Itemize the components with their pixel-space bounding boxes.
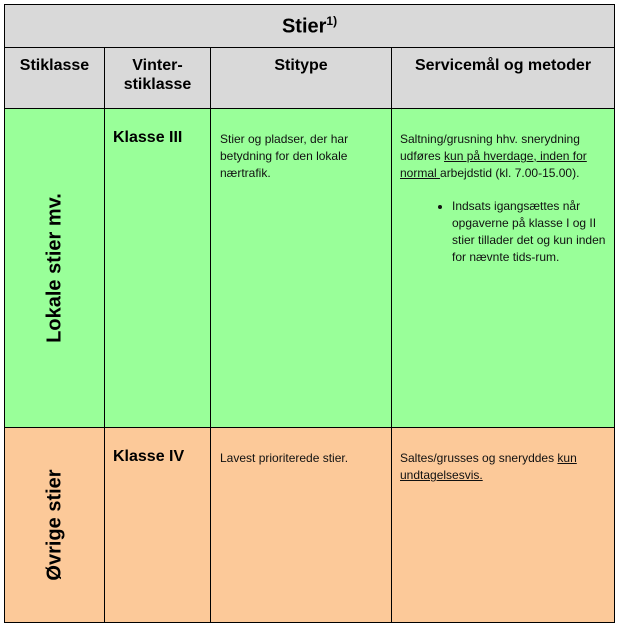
category-label: Lokale stier mv.	[43, 193, 65, 343]
type-text: Lavest prioriterede stier.	[220, 451, 349, 465]
service-cell	[392, 428, 615, 623]
header-vinterstiklasse: Vinter- stiklasse	[105, 48, 211, 109]
header-stiklasse: Stiklasse	[5, 48, 105, 109]
header-stitype: Stitype	[211, 48, 392, 109]
service-text-post: arbejdstid (kl. 7.00-15.00).	[440, 166, 580, 180]
table-title	[5, 5, 615, 48]
service-bullet-list	[400, 198, 606, 266]
table-row	[5, 109, 615, 428]
title-row	[5, 5, 615, 48]
service-text-pre: Saltes/grusses og sneryddes	[400, 451, 558, 465]
service-text	[392, 428, 614, 484]
service-text	[392, 109, 614, 266]
class-cell	[105, 428, 211, 623]
service-text-pre: Saltning/grusning hhv. snerydning udføres	[400, 132, 580, 163]
service-text-underlined: kun på hverdage, inden for normal	[400, 149, 587, 180]
class-label: Klasse III	[113, 129, 183, 146]
category-cell	[5, 428, 105, 623]
service-cell	[392, 109, 615, 428]
type-cell	[211, 428, 392, 623]
header-servicemaal: Servicemål og metoder	[392, 48, 615, 109]
class-cell	[105, 109, 211, 428]
title-text: Stier	[281, 15, 327, 38]
service-text-underlined: kun undtagelsesvis.	[400, 451, 577, 482]
type-cell	[211, 109, 392, 428]
service-bullet: • Indsats igangsættes når opgaverne på klasse I og II stier tillader det og kun inden for nævnte tids-rum.	[452, 198, 606, 266]
service-table-container	[4, 4, 614, 618]
header-row	[5, 48, 615, 109]
category-cell	[5, 109, 105, 428]
service-table	[4, 4, 615, 623]
category-label: Øvrige stier	[43, 469, 65, 581]
table-row	[5, 428, 615, 623]
type-text: Stier og pladser, der har betydning for den lokale nærtrafik.	[220, 132, 349, 180]
class-label: Klasse IV	[113, 448, 185, 465]
title-footnote-marker: 1)	[326, 13, 338, 28]
